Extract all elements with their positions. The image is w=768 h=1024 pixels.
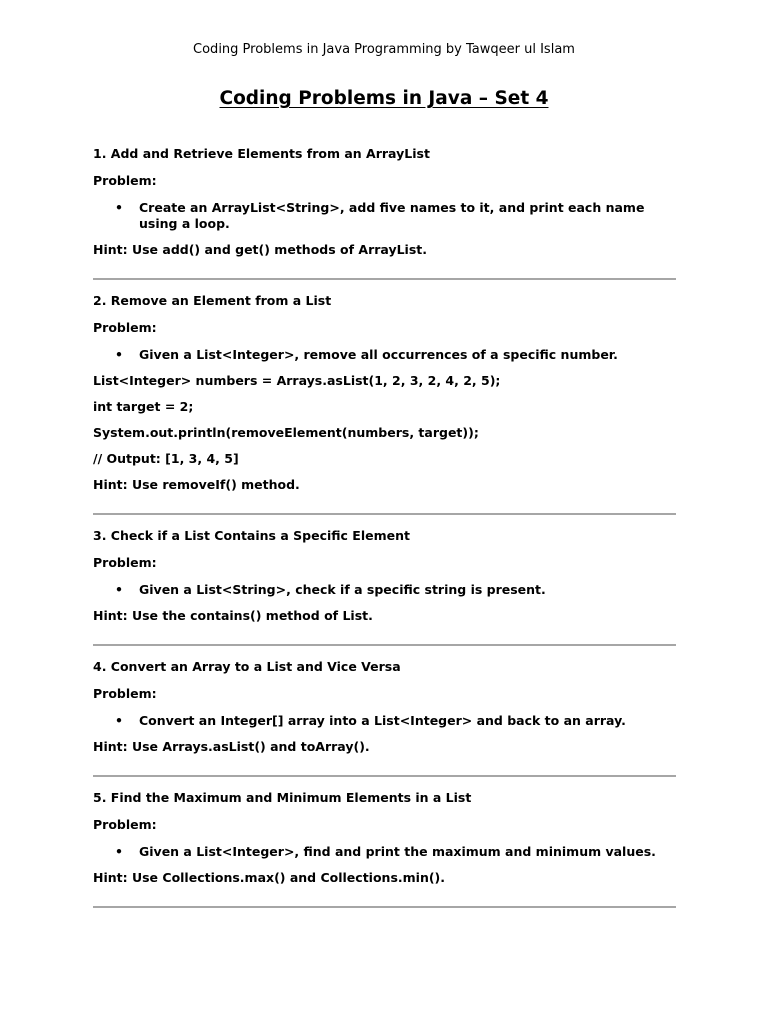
problem-section-2: [93, 293, 676, 493]
problem-label: Problem:: [93, 555, 157, 570]
bullet-text: Given a List<Integer>, find and print the maximum and minimum values.: [139, 844, 656, 859]
problem-section-5: [93, 790, 676, 886]
code-line: List<Integer> numbers = Arrays.asList(1, 2, 3, 2, 4, 2, 5);: [93, 373, 501, 388]
problem-heading: 1. Add and Retrieve Elements from an ArrayList: [93, 146, 430, 161]
problem-heading: 3. Check if a List Contains a Specific Element: [93, 528, 410, 543]
document-body: [93, 146, 676, 921]
bullet-text: Given a List<Integer>, remove all occurrences of a specific number.: [139, 347, 618, 362]
problem-heading: 4. Convert an Array to a List and Vice Versa: [93, 659, 401, 674]
section-divider: [93, 906, 676, 908]
section-divider: [93, 775, 676, 777]
hint-text: Hint: Use Collections.max() and Collections.min().: [93, 870, 446, 885]
hint-text: Hint: Use the contains() method of List.: [93, 608, 373, 623]
hint-text: Hint: Use add() and get() methods of ArrayList.: [93, 242, 428, 257]
bullet-marker: •: [115, 582, 123, 597]
section-divider: [93, 513, 676, 515]
problem-bullet: [93, 582, 676, 598]
document-title: Coding Problems in Java – Set 4: [219, 88, 549, 109]
problem-section-4: [93, 659, 676, 755]
bullet-text: Convert an Integer[] array into a List<Integer> and back to an array.: [139, 713, 626, 728]
section-divider: [93, 278, 676, 280]
code-line: // Output: [1, 3, 4, 5]: [93, 451, 239, 466]
bullet-marker: •: [115, 200, 123, 215]
problem-heading: 5. Find the Maximum and Minimum Elements in a List: [93, 790, 472, 805]
section-divider: [93, 644, 676, 646]
code-line: System.out.println(removeElement(numbers, target));: [93, 425, 479, 440]
problem-label: Problem:: [93, 686, 157, 701]
problem-bullet: [93, 347, 676, 363]
bullet-marker: •: [115, 347, 123, 362]
hint-text: Hint: Use Arrays.asList() and toArray().: [93, 739, 370, 754]
bullet-text: Given a List<String>, check if a specific string is present.: [139, 582, 546, 597]
problem-bullet: [93, 200, 676, 232]
problem-label: Problem:: [93, 173, 157, 188]
problem-label: Problem:: [93, 320, 157, 335]
bullet-marker: •: [115, 844, 123, 859]
problem-bullet: [93, 844, 676, 860]
bullet-marker: •: [115, 713, 123, 728]
hint-text: Hint: Use removeIf() method.: [93, 477, 300, 492]
problem-label: Problem:: [93, 817, 157, 832]
problem-bullet: [93, 713, 676, 729]
running-header: Coding Problems in Java Programming by Tawqeer ul Islam: [193, 42, 575, 57]
problem-heading: 2. Remove an Element from a List: [93, 293, 332, 308]
problem-section-1: [93, 146, 676, 258]
problem-section-3: [93, 528, 676, 624]
bullet-text: Create an ArrayList<String>, add five names to it, and print each name using a loop.: [139, 200, 645, 231]
code-line: int target = 2;: [93, 399, 194, 414]
